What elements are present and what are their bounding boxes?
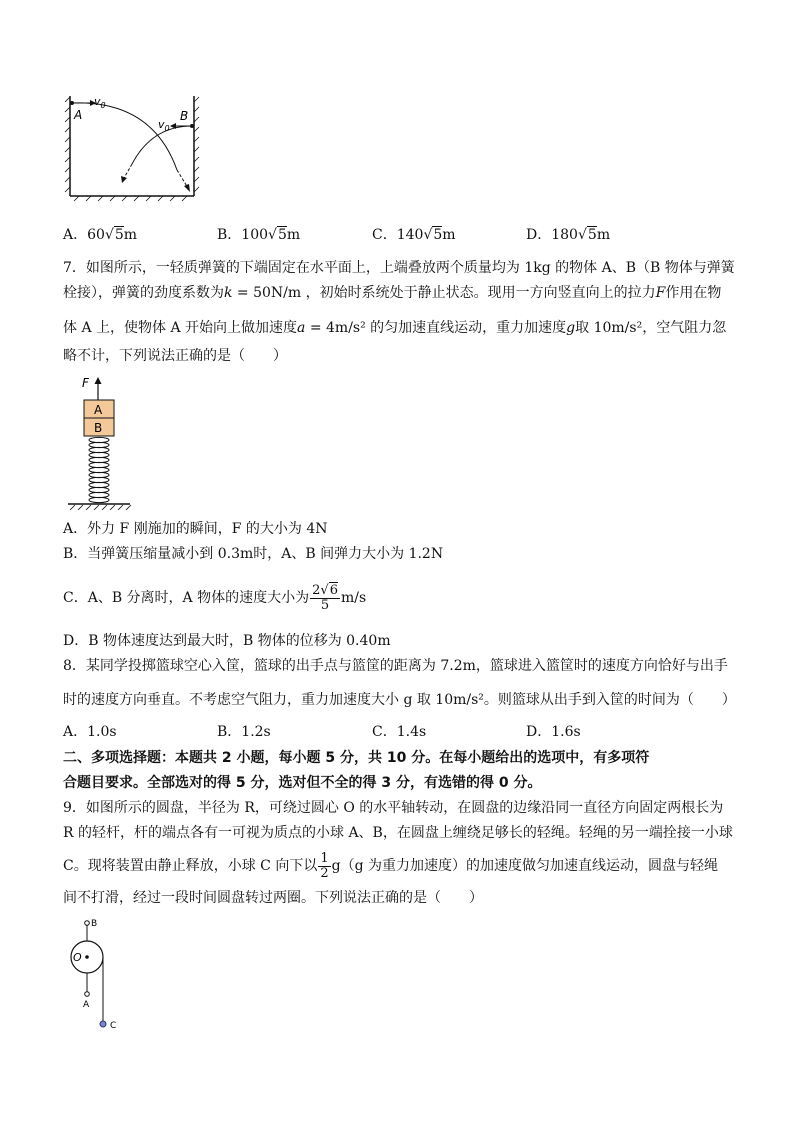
spring-figure bbox=[64, 374, 144, 514]
q8-option-b[interactable]: B．1.2s bbox=[217, 724, 271, 740]
q9-line-3: C。现将装置由静止释放，小球 C 向下以 $\frac{1}{2}$ g（g 为重力加速度）的加速度做匀加速直线运动，圆盘与轻绳 bbox=[63, 850, 718, 881]
q8-line-1: 8．某同学投掷篮球空心入筐，篮球的出手点与篮筐的距离为 7.2m，篮球进入篮筐时的速度方向恰好与出手 bbox=[63, 658, 728, 674]
q6-option-d[interactable]: D．180√5m bbox=[526, 227, 611, 243]
fig-ball-b-label: B bbox=[91, 919, 98, 929]
q7-option-d[interactable]: D．B 物体速度达到最大时，B 物体的位移为 0.40m bbox=[63, 633, 391, 649]
fig-ball-c-label: C bbox=[110, 1021, 117, 1031]
q7-option-b[interactable]: B．当弹簧压缩量减小到 0.3m时，A、B 间弹力大小为 1.2N bbox=[63, 546, 444, 562]
fig-center-label: O bbox=[73, 951, 82, 964]
fig-ball-a-label: A bbox=[83, 1000, 90, 1010]
projectile-figure bbox=[62, 92, 202, 204]
q8-option-d[interactable]: D．1.6s bbox=[526, 724, 581, 740]
q8-option-a[interactable]: A．1.0s bbox=[63, 724, 117, 740]
q7-line-2: 栓接），弹簧的劲度系数为k = 50N/m ，初始时系统处于静止状态。现用一方向竖直向上的拉力F作用在物 bbox=[63, 285, 722, 301]
fig1-label-v0-b: $v_0$ bbox=[158, 118, 170, 133]
q9-line-1: 9．如图所示的圆盘，半径为 R，可绕过圆心 O 的水平轴转动，在圆盘的边缘沿同一直径方向固定两根长为 bbox=[63, 800, 724, 816]
fig1-label-b: B bbox=[180, 109, 189, 123]
ball-c bbox=[100, 1021, 106, 1027]
q9-line-2: R 的轻杆，杆的端点各有一可视为质点的小球 A、B，在圆盘上缠绕足够长的轻绳。轻绳的另一端拴接一小球 bbox=[63, 825, 733, 841]
q7-line-3: 体 A 上，使物体 A 开始向上做加速度a = 4m/s² 的匀加速直线运动，重力加速度g取 10m/s²，空气阻力忽 bbox=[63, 320, 727, 336]
section2-heading-line-2: 合题目要求。全部选对的得 5 分，选对但不全的得 3 分，有选错的得 0 分。 bbox=[63, 775, 542, 791]
disc-figure bbox=[62, 913, 132, 1035]
q8-line-2: 时的速度方向垂直。不考虑空气阻力，重力加速度大小 g 取 10m/s²。则篮球从出手到入筐的时间为（ ） bbox=[63, 692, 736, 708]
section2-heading-line-1: 二、多项选择题：本题共 2 小题，每小题 5 分，共 10 分。在每小题给出的选项中，有多项符 bbox=[63, 750, 650, 766]
fig-force-label: F bbox=[82, 376, 89, 390]
svg-text:A: A bbox=[94, 403, 103, 417]
fig1-label-v0-a: $v_0$ bbox=[94, 95, 106, 110]
q7-line-1: 7．如图所示，一轻质弹簧的下端固定在水平面上，上端叠放两个质量均为 1kg 的物体 A、B（B 物体与弹簧 bbox=[63, 260, 735, 276]
svg-text:B: B bbox=[94, 421, 103, 435]
fig1-label-a: A bbox=[74, 108, 83, 122]
q6-option-c[interactable]: C．140√5m bbox=[372, 227, 456, 243]
q7-option-c[interactable]: C．A、B 分离时，A 物体的速度大小为 $\frac{2√6}{5}$ m/s bbox=[63, 582, 367, 613]
q6-option-a[interactable]: A．60√5m bbox=[63, 227, 138, 243]
q6-option-b[interactable]: B．100√5m bbox=[217, 227, 301, 243]
q7-line-4: 略不计，下列说法正确的是（ ） bbox=[63, 348, 287, 364]
q8-option-c[interactable]: C．1.4s bbox=[372, 724, 427, 740]
q9-line-4: 间不打滑，经过一段时间圆盘转过两圈。下列说法正确的是（ ） bbox=[63, 890, 483, 906]
q7-option-a[interactable]: A．外力 F 刚施加的瞬间，F 的大小为 4N bbox=[63, 521, 328, 537]
